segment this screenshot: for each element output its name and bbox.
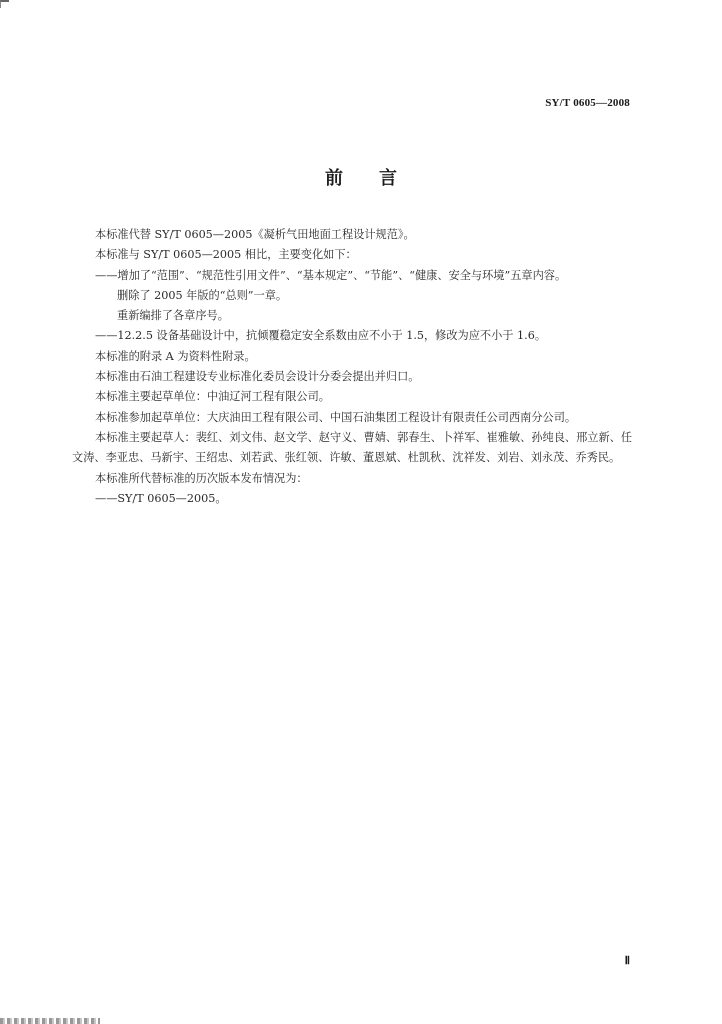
paragraph-changes-intro: 本标准与 SY/T 0605—2005 相比，主要变化如下： xyxy=(95,248,357,262)
paragraph-main-drafters: 本标准主要起草人：裴红、刘文伟、赵文学、赵守义、曹婧、郭春生、卜祥军、崔雅敏、孙纯良、邢立新、任文涛、李亚忠、马新宇、王绍忠、刘若武、张红领、许敏、董恩斌、杜凯秋、沈祥发、刘岩、刘永茂、乔秀民。 xyxy=(72,430,633,465)
page-number: Ⅱ xyxy=(624,955,630,967)
page-title: 前言 xyxy=(325,168,433,189)
paragraph-history-intro: 本标准所代替标准的历次版本发布情况为： xyxy=(95,471,308,485)
scan-artifact-bottom xyxy=(0,1018,100,1024)
foreword-body xyxy=(72,225,632,509)
history-item: ——SY/T 0605—2005。 xyxy=(95,491,227,505)
scan-artifact-top xyxy=(0,0,9,8)
change-item-renumbered: 重新编排了各章序号。 xyxy=(117,309,229,323)
paragraph-main-drafter-unit: 本标准主要起草单位：中油辽河工程有限公司。 xyxy=(95,390,330,404)
paragraph-participating-units: 本标准参加起草单位：大庆油田工程有限公司、中国石油集团工程设计有限责任公司西南分公司。 xyxy=(95,410,577,424)
standard-code: SY/T 0605—2008 xyxy=(545,97,630,109)
paragraph-proposed-by: 本标准由石油工程建设专业标准化委员会设计分委会提出并归口。 xyxy=(95,370,420,384)
paragraph-replaces: 本标准代替 SY/T 0605—2005《凝析气田地面工程设计规范》。 xyxy=(95,228,415,241)
paragraph-appendix: 本标准的附录 A 为资料性附录。 xyxy=(95,349,256,363)
change-item-safety-factor: ——12.2.5 设备基础设计中，抗倾覆稳定安全系数由应不小于 1.5，修改为应不小于 1.6。 xyxy=(95,329,547,343)
change-item-added-chapters: ——增加了“范围”、“规范性引用文件”、“基本规定”、“节能”、“健康、安全与环境”五章内容。 xyxy=(95,268,567,282)
change-item-deleted-chapter: 删除了 2005 年版的“总则”一章。 xyxy=(117,288,288,302)
